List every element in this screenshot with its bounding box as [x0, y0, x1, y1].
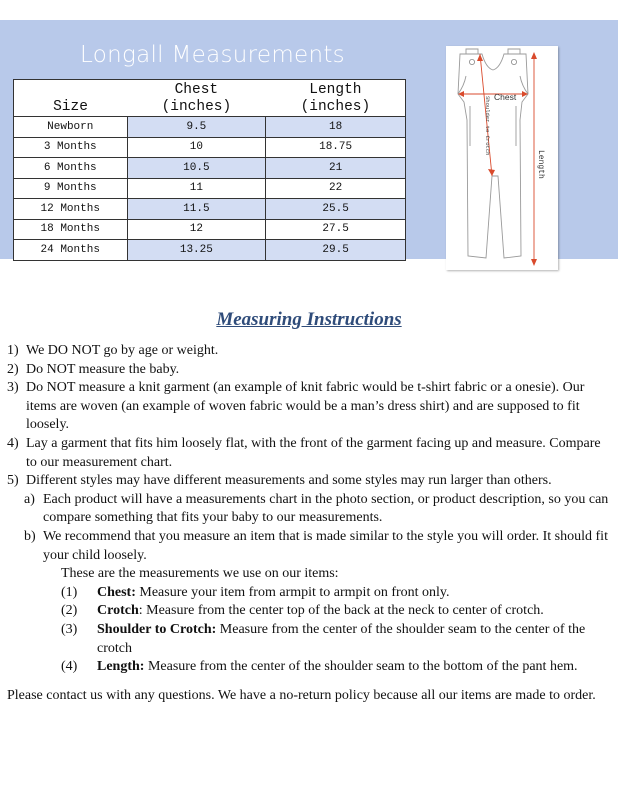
shoulder-to-crotch-label: Shoulder to Crotch — [484, 96, 491, 156]
list-item — [7, 379, 611, 435]
size-cell: 3 Months — [14, 137, 128, 158]
table-row — [14, 219, 406, 240]
item-number: 3) — [7, 380, 19, 396]
size-cell: 24 Months — [14, 240, 128, 261]
length-header: Length (inches) — [300, 82, 371, 115]
measure-text: Measure your item from armpit to armpit on front only. — [135, 584, 450, 600]
measure-text: Measure from the center of the shoulder seam to the bottom of the pant hem. — [144, 659, 578, 675]
subitem-text: We recommend that you measure an item that is made similar to the style you will order. It should fit your child loosely. — [43, 528, 608, 563]
size-cell: 18 Months — [14, 219, 128, 240]
sub-list-item — [7, 528, 611, 565]
item-text: We DO NOT go by age or weight. — [26, 343, 219, 358]
instructions-heading: Measuring Instructions — [216, 309, 402, 330]
table-row — [14, 158, 406, 179]
chest-cell: 12 — [127, 219, 266, 240]
table-row — [14, 178, 406, 199]
list-item — [7, 361, 611, 380]
chest-cell: 11.5 — [127, 199, 266, 220]
chest-cell: 11 — [127, 178, 266, 199]
chest-cell: 10 — [127, 137, 266, 158]
measure-term: Chest: — [97, 584, 136, 600]
table-row — [14, 137, 406, 158]
chest-header: Chest (inches) — [161, 82, 232, 115]
list-item — [7, 472, 611, 491]
length-cell: 22 — [266, 178, 406, 199]
length-cell: 29.5 — [266, 240, 406, 261]
size-chart-table — [13, 79, 406, 261]
measure-number: (2) — [61, 603, 78, 619]
item-text: Do NOT measure the baby. — [26, 361, 180, 377]
measure-number: (4) — [61, 659, 78, 675]
longall-sketch — [446, 46, 558, 270]
subitem-letter: b) — [24, 528, 36, 544]
measure-term: Length: — [97, 659, 145, 675]
measure-item — [7, 602, 611, 621]
list-item — [7, 435, 611, 472]
table-row — [14, 240, 406, 261]
length-label: Length — [536, 150, 545, 179]
measure-term: Crotch — [97, 603, 139, 619]
subitem-text: Each product will have a measurements chart in the photo section, or product description, so you can compare something that fits your baby to our measurements. — [43, 491, 609, 526]
measure-text: Measure from the center of the shoulder seam to the center of the crotch — [97, 621, 586, 656]
item-text: Lay a garment that fits him loosely flat, with the front of the garment facing up and measure. Compare to our measurement chart. — [26, 435, 601, 470]
length-cell: 18 — [266, 117, 406, 138]
chest-cell: 9.5 — [127, 117, 266, 138]
instructions-list — [7, 342, 611, 677]
item-number: 1) — [7, 343, 19, 358]
measure-number: (3) — [61, 621, 78, 637]
length-cell: 18.75 — [266, 137, 406, 158]
chest-label: Chest — [494, 92, 517, 102]
measure-item — [7, 658, 611, 677]
table-header-row — [14, 80, 406, 117]
table-row — [14, 199, 406, 220]
measure-term: Shoulder to Crotch: — [97, 621, 217, 637]
item-text: Do NOT measure a knit garment (an example of knit fabric would be t-shirt fabric or a onesie). Our items are woven (an example of woven fabric would be a man’s dress shirt) and are supposed to fit loosely. — [26, 380, 585, 433]
item-number: 2) — [7, 361, 19, 377]
closing-note: Please contact us with any questions. We have a no-return policy because all our items are made to order. — [7, 688, 596, 703]
size-cell: 12 Months — [14, 199, 128, 220]
length-cell: 21 — [266, 158, 406, 179]
length-cell: 27.5 — [266, 219, 406, 240]
size-cell: 6 Months — [14, 158, 128, 179]
table-row — [14, 117, 406, 138]
item-text: Different styles may have different measurements and some styles may run larger than others. — [26, 473, 552, 489]
sub-list-item — [7, 491, 611, 528]
size-cell: 9 Months — [14, 178, 128, 199]
item-number: 5) — [7, 473, 19, 489]
measure-item — [7, 584, 611, 603]
longall-diagram — [446, 46, 558, 270]
measure-text: : Measure from the center top of the back at the neck to center of crotch. — [138, 603, 544, 619]
list-item — [7, 342, 611, 361]
measure-number: (1) — [61, 584, 78, 600]
chest-cell: 10.5 — [127, 158, 266, 179]
item-number: 4) — [7, 435, 19, 451]
length-cell: 25.5 — [266, 199, 406, 220]
chest-cell: 13.25 — [127, 240, 266, 261]
size-header: Size — [53, 99, 88, 115]
measure-item — [7, 621, 611, 658]
subitem-letter: a) — [24, 491, 35, 507]
measurement-banner — [0, 20, 618, 259]
banner-title: Longall Measurements — [80, 42, 345, 68]
measures-lead: These are the measurements we use on our items: — [61, 566, 339, 582]
size-cell: Newborn — [14, 117, 128, 138]
